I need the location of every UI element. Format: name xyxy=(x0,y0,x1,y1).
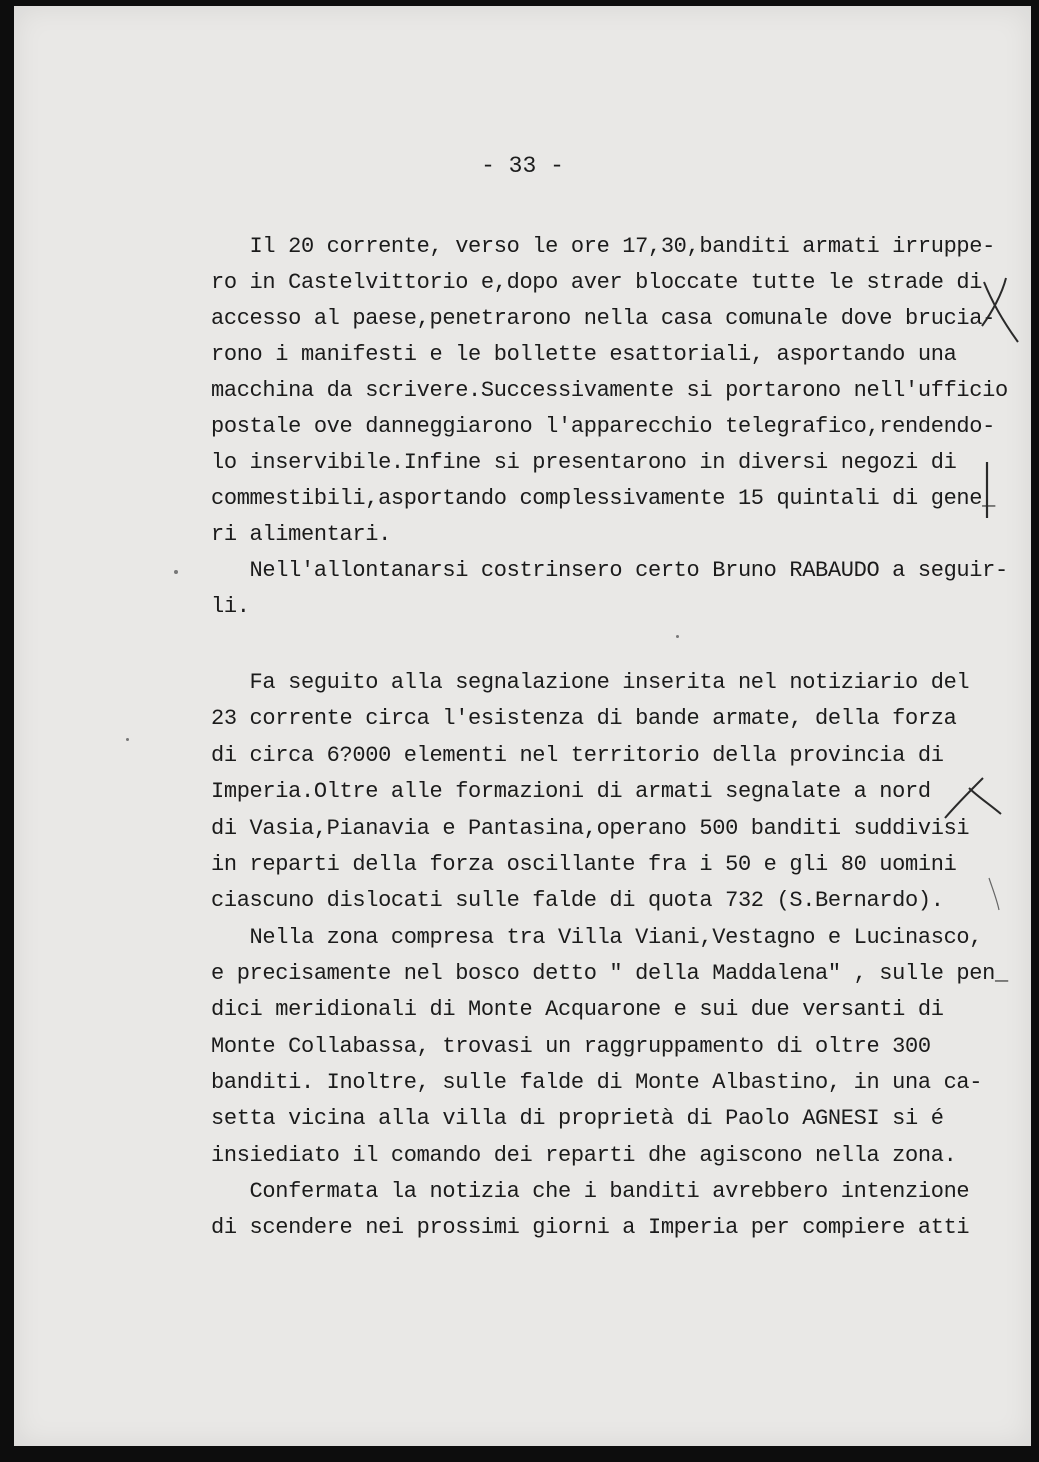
page-number: - 33 - xyxy=(481,153,564,179)
paragraph-2-line-7: ciascuno dislocati sulle falde di quota 732 (S.Bernardo). xyxy=(211,888,944,913)
paragraph-1-line-5: macchina da scrivere.Successivamente si portarono nell'ufficio xyxy=(211,378,1008,403)
paragraph-2-line-14: insiediato il comando dei reparti dhe agiscono nella zona. xyxy=(211,1143,957,1168)
paragraph-2-line-2: 23 corrente circa l'esistenza di bande armate, della forza xyxy=(211,706,957,731)
paragraph-1-line-8: commestibili,asportando complessivamente 15 quintali di gene_ xyxy=(211,486,995,511)
paragraph-2-line-8: Nella zona compresa tra Villa Viani,Vestagno e Lucinasco, xyxy=(211,925,983,950)
paragraph-2-line-1: Fa seguito alla segnalazione inserita nel notiziario del xyxy=(211,670,970,695)
paragraph-2-line-9: e precisamente nel bosco detto " della Maddalena" , sulle pen_ xyxy=(211,961,1008,986)
paragraph-2-line-5: di Vasia,Pianavia e Pantasina,operano 500 banditi suddivisi xyxy=(211,816,970,841)
paragraph-2-line-10: dici meridionali di Monte Acquarone e sui due versanti di xyxy=(211,997,944,1022)
paragraph-2-line-3: di circa 6?000 elementi nel territorio della provincia di xyxy=(211,743,944,768)
paragraph-2-line-11: Monte Collabassa, trovasi un raggruppamento di oltre 300 xyxy=(211,1034,931,1059)
paragraph-2-line-16: di scendere nei prossimi giorni a Imperia per compiere atti xyxy=(211,1215,970,1240)
paragraph-1-line-1: Il 20 corrente, verso le ore 17,30,banditi armati irruppe- xyxy=(211,234,995,259)
paragraph-2-line-15: Confermata la notizia che i banditi avrebbero intenzione xyxy=(211,1179,970,1204)
paragraph-1-line-3: accesso al paese,penetrarono nella casa comunale dove brucia- xyxy=(211,306,995,331)
scan-speck xyxy=(676,635,679,638)
paragraph-1-line-6: postale ove danneggiarono l'apparecchio telegrafico,rendendo- xyxy=(211,414,995,439)
margin-cross-mark-2 xyxy=(939,774,1005,914)
paragraph-2-line-6: in reparti della forza oscillante fra i 50 e gli 80 uomini xyxy=(211,852,957,877)
paragraph-1-line-10: Nell'allontanarsi costrinsero certo Bruno RABAUDO a seguir- xyxy=(211,558,1008,583)
scan-speck xyxy=(126,738,129,741)
paragraph-1-line-11: li. xyxy=(211,594,250,619)
paragraph-1-line-4: rono i manifesti e le bollette esattoriali, asportando una xyxy=(211,342,957,367)
paragraph-2-line-12: banditi. Inoltre, sulle falde di Monte Albastino, in una ca- xyxy=(211,1070,983,1095)
paragraph-2-line-4: Imperia.Oltre alle formazioni di armati segnalate a nord xyxy=(211,779,931,804)
document-page xyxy=(14,6,1031,1446)
paragraph-2-line-13: setta vicina alla villa di proprietà di Paolo AGNESI si é xyxy=(211,1106,944,1131)
paragraph-1-line-9: ri alimentari. xyxy=(211,522,391,547)
paragraph-1-line-7: lo inservibile.Infine si presentarono in diversi negozi di xyxy=(211,450,957,475)
paragraph-1-line-2: ro in Castelvittorio e,dopo aver bloccate tutte le strade di xyxy=(211,270,983,295)
scan-speck xyxy=(174,570,178,574)
